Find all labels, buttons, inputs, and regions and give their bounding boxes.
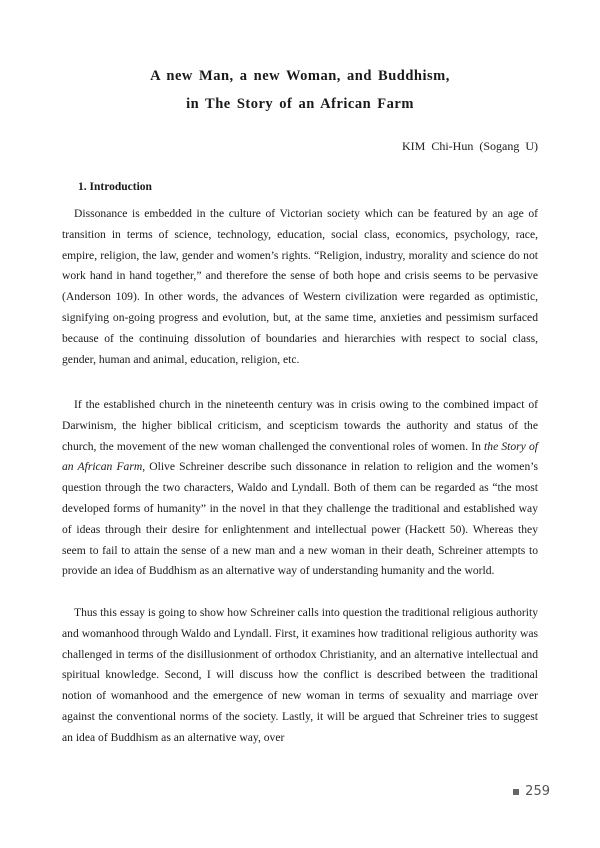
body-paragraph-1: Dissonance is embedded in the culture of Victorian society which can be featured by an age of transition in terms of science, technology, education, social class, economics, psychology, race, empire, religion, the law, gender and women’s rights. “Religion, industry, morality and science do not work hand in hand together,” and therefore the sense of both hope and crisis seems to be pervasive (Anderson 109). In other words, the advances of Western civilization were regarded as optimistic, signifying on-going progress and evolution, but, at the same time, anxieties and pessimism surfaced because of the continuing dissolution of boundaries and hierarchies with respect to social class, gender, human and animal, education, religion, etc. <box>62 207 538 366</box>
body-paragraph-3: Thus this essay is going to show how Schreiner calls into question the traditional religious authority and womanhood through Waldo and Lyndall. First, it examines how traditional religious authority was challenged in terms of the disillusionment of orthodox Christianity, and an alternative intellectual and spiritual knowledge. Second, I will discuss how the conflict is described between the traditional notion of womanhood and the emergence of new woman in terms of sexuality and marriage over against the conventional norms of the society. Lastly, it will be argued that Schreiner tries to suggest an idea of Buddhism as an alternative way, over <box>62 606 538 744</box>
author-affiliation: KIM Chi-Hun (Sogang U) <box>402 139 538 153</box>
paragraph-2-text-a: If the established church in the nineteenth century was in crisis owing to the combined impact of Darwinism, the higher biblical criticism, and scepticism towards the authority and status of the church, the movement of the new woman challenged the conventional roles of women. In <box>62 398 538 453</box>
section-heading-introduction: 1. Introduction <box>78 181 152 193</box>
paper-title-line-2: in The Story of an African Farm <box>186 96 414 112</box>
book-title-italic: the Story of an African Farm <box>62 439 539 474</box>
body-paragraph-2 <box>62 395 538 582</box>
square-bullet-icon <box>513 789 519 795</box>
page-number-footer <box>513 784 550 799</box>
paper-title-line-1: A new Man, a new Woman, and Buddhism, <box>150 68 450 84</box>
page-number: 259 <box>525 784 550 799</box>
paragraph-2-text-b: , Olive Schreiner describe such dissonance in relation to religion and the women’s question through the two characters, Waldo and Lyndall. Both of them can be regarded as “the most developed forms of humanity” in the novel in that they challenge the traditional and established way of ideas through their desire for enlightenment and intellectual power (Hackett 50). Whereas they seem to fail to attain the sense of a new man and a new woman in their death, Schreiner attempts to provide an idea of Buddhism as an alternative way of understanding humanity and the world. <box>62 460 538 578</box>
